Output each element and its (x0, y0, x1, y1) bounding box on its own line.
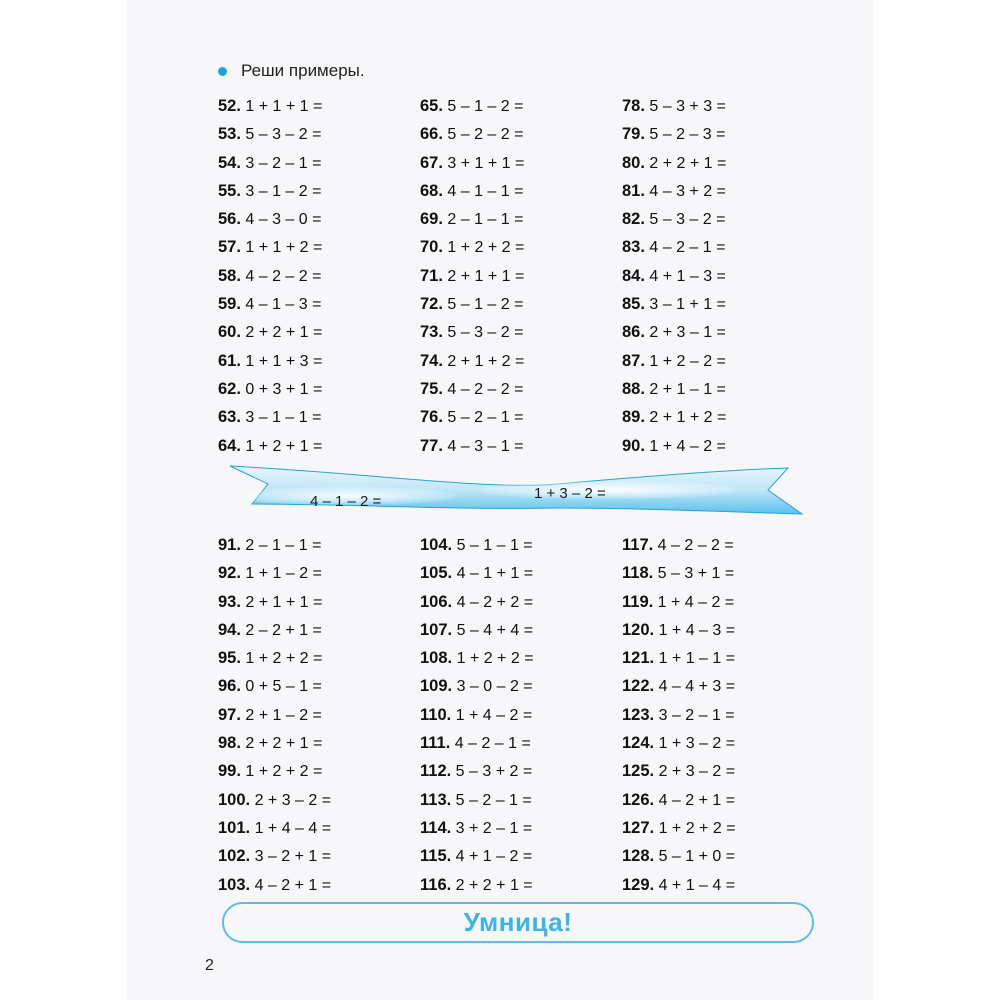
problem-number: 96. (218, 677, 241, 696)
problem-expression: 1 + 4 – 2 = (657, 593, 735, 611)
problem-number: 64. (218, 436, 241, 455)
problem-row (622, 559, 822, 587)
problem-number: 102. (218, 847, 251, 866)
problem-row (218, 177, 418, 205)
problem-row (218, 757, 418, 785)
problem-number: 107. (420, 620, 453, 639)
problem-expression: 2 – 1 – 1 = (245, 537, 322, 554)
problem-column (622, 531, 822, 899)
problem-expression: 1 + 2 + 2 = (456, 650, 534, 668)
problem-number: 62. (218, 379, 241, 398)
problem-number: 57. (218, 238, 241, 257)
problem-number: 63. (218, 408, 241, 427)
problem-column (218, 92, 418, 460)
problem-expression: 3 – 2 – 1 = (245, 154, 322, 172)
problem-expression: 5 – 2 – 1 = (447, 409, 524, 427)
problem-expression: 2 + 1 – 1 = (649, 380, 726, 398)
problem-row (420, 432, 620, 460)
problem-row (622, 233, 822, 261)
problem-number: 93. (218, 592, 241, 611)
problem-expression: 4 – 2 + 1 = (254, 876, 332, 894)
problem-row (622, 432, 822, 460)
problem-number: 123. (622, 705, 655, 724)
problem-expression: 5 – 3 + 1 = (657, 565, 735, 583)
problem-number: 84. (622, 266, 645, 285)
problem-expression: 4 – 3 + 2 = (649, 182, 726, 200)
problem-expression: 3 – 0 – 2 = (456, 678, 533, 696)
problem-expression: 2 + 2 + 1 = (649, 154, 727, 172)
problem-expression: 1 + 2 + 2 = (658, 819, 736, 837)
problem-number: 120. (622, 620, 655, 639)
problem-number: 87. (622, 351, 645, 370)
problem-expression: 1 + 3 – 2 = (658, 735, 736, 753)
problem-row (420, 786, 620, 814)
problem-number: 103. (218, 875, 251, 894)
problem-row (420, 871, 620, 899)
problem-row (622, 588, 822, 616)
problem-row (420, 233, 620, 261)
problem-expression: 4 – 2 – 2 = (447, 380, 524, 398)
problem-expression: 4 – 2 – 2 = (245, 267, 322, 285)
problem-expression: 4 + 1 – 2 = (455, 848, 533, 866)
problem-row (218, 149, 418, 177)
problem-row (420, 347, 620, 375)
problem-expression: 2 + 1 + 1 = (245, 593, 323, 611)
ribbon-expression-right: 1 + 3 – 2 = (534, 485, 606, 502)
problem-number: 81. (622, 181, 645, 200)
problem-row (218, 205, 418, 233)
problem-row (622, 616, 822, 644)
problem-expression: 0 + 5 – 1 = (245, 678, 322, 696)
problem-number: 78. (622, 97, 645, 115)
problem-row (622, 375, 822, 403)
ribbon-shape (228, 460, 804, 524)
problem-row (420, 672, 620, 700)
problem-number: 86. (622, 323, 645, 342)
problem-row (218, 559, 418, 587)
problem-expression: 1 + 2 + 2 = (245, 763, 323, 781)
problem-expression: 1 + 1 – 2 = (245, 565, 322, 583)
problem-row (622, 205, 822, 233)
problem-column (622, 92, 822, 460)
problem-row (622, 120, 822, 148)
problem-number: 115. (420, 847, 452, 866)
problem-row (218, 403, 418, 431)
praise-banner (222, 902, 814, 943)
problem-row (420, 559, 620, 587)
problem-row (218, 786, 418, 814)
problem-expression: 5 – 2 – 2 = (447, 126, 524, 144)
problem-row (622, 871, 822, 899)
problem-row (420, 588, 620, 616)
ribbon-expression-left: 4 – 1 – 2 = (310, 493, 382, 510)
problem-number: 128. (622, 847, 655, 866)
problem-expression: 2 – 2 + 1 = (245, 621, 322, 639)
bullet-icon (218, 67, 227, 76)
problem-expression: 5 – 3 + 2 = (455, 763, 533, 781)
problem-number: 125. (622, 762, 655, 781)
problem-row (420, 262, 620, 290)
problem-number: 70. (420, 238, 443, 257)
problem-number: 65. (420, 97, 443, 115)
problem-number: 114. (420, 818, 452, 837)
problem-number: 108. (420, 649, 453, 668)
problem-expression: 4 – 2 + 2 = (456, 593, 534, 611)
problem-row (218, 120, 418, 148)
problem-expression: 2 + 2 + 1 = (245, 324, 323, 342)
problem-expression: 5 – 1 – 1 = (456, 537, 533, 554)
problem-number: 106. (420, 592, 453, 611)
problem-number: 95. (218, 649, 241, 668)
problem-row (218, 318, 418, 346)
problem-expression: 1 + 4 – 2 = (455, 706, 533, 724)
problem-expression: 2 + 1 + 2 = (649, 409, 727, 427)
problem-number: 52. (218, 97, 241, 115)
problem-expression: 0 + 3 + 1 = (245, 380, 323, 398)
problem-expression: 1 + 2 + 2 = (245, 650, 323, 668)
problem-expression: 5 – 1 – 2 = (447, 98, 524, 115)
problem-number: 83. (622, 238, 645, 257)
problem-expression: 4 – 3 – 0 = (245, 211, 322, 229)
problem-expression: 5 – 1 – 2 = (447, 296, 524, 314)
problem-expression: 4 – 4 + 3 = (658, 678, 736, 696)
problem-column (218, 531, 418, 899)
problem-row (218, 233, 418, 261)
problem-number: 119. (622, 592, 654, 611)
problem-row (622, 842, 822, 870)
problem-expression: 4 – 1 – 1 = (447, 182, 524, 200)
problem-number: 111. (420, 734, 451, 753)
problem-row (420, 120, 620, 148)
problem-row (218, 92, 418, 120)
problem-row (420, 149, 620, 177)
problem-row (420, 318, 620, 346)
problem-number: 105. (420, 564, 453, 583)
problem-number: 61. (218, 351, 241, 370)
problem-expression: 5 – 3 – 2 = (649, 211, 726, 229)
problem-expression: 4 – 2 + 1 = (658, 791, 736, 809)
problem-expression: 4 – 2 – 2 = (657, 537, 734, 554)
problem-expression: 3 – 2 – 1 = (658, 706, 735, 724)
problem-expression: 2 – 1 – 1 = (447, 211, 524, 229)
praise-text: Умница! (463, 907, 573, 937)
problem-row (420, 290, 620, 318)
problem-row (420, 403, 620, 431)
problem-number: 118. (622, 564, 654, 583)
problem-expression: 3 + 1 + 1 = (447, 154, 525, 172)
problem-number: 74. (420, 351, 443, 370)
problem-row (622, 149, 822, 177)
problem-number: 91. (218, 536, 241, 554)
problem-row (218, 588, 418, 616)
problem-column (420, 92, 620, 460)
problem-number: 98. (218, 734, 241, 753)
problem-number: 121. (622, 649, 655, 668)
problem-expression: 1 + 2 – 2 = (649, 352, 726, 370)
problem-row (218, 842, 418, 870)
problem-number: 101. (218, 818, 251, 837)
problem-expression: 3 – 2 + 1 = (254, 848, 332, 866)
page-number: 2 (205, 957, 214, 974)
problem-row (218, 672, 418, 700)
instruction (218, 61, 365, 81)
problem-number: 75. (420, 379, 443, 398)
problem-expression: 1 + 4 – 2 = (649, 437, 726, 455)
problem-expression: 1 + 1 + 2 = (245, 239, 323, 257)
problem-number: 110. (420, 705, 452, 724)
problem-row (420, 842, 620, 870)
problem-row (218, 644, 418, 672)
problem-expression: 4 + 1 – 3 = (649, 267, 726, 285)
problem-expression: 2 + 1 – 2 = (245, 706, 322, 724)
problem-row (420, 177, 620, 205)
problem-row (622, 347, 822, 375)
problem-expression: 5 – 4 + 4 = (456, 621, 534, 639)
problem-number: 97. (218, 705, 241, 724)
problem-row (218, 616, 418, 644)
problem-expression: 4 + 1 – 4 = (658, 876, 736, 894)
problem-expression: 1 + 1 + 1 = (245, 98, 323, 115)
problem-number: 129. (622, 875, 655, 894)
problem-expression: 2 + 3 – 2 = (658, 763, 736, 781)
problem-number: 58. (218, 266, 241, 285)
problem-number: 85. (622, 295, 645, 314)
problem-number: 89. (622, 408, 645, 427)
problem-row (622, 262, 822, 290)
problem-expression: 5 – 2 – 1 = (455, 791, 532, 809)
problem-number: 124. (622, 734, 655, 753)
problem-number: 73. (420, 323, 443, 342)
problem-expression: 2 + 3 – 2 = (254, 791, 332, 809)
problem-row (218, 290, 418, 318)
problem-row (218, 375, 418, 403)
problem-row (420, 757, 620, 785)
problem-number: 104. (420, 536, 453, 554)
problem-row (622, 701, 822, 729)
problem-expression: 1 + 4 – 4 = (254, 819, 332, 837)
problem-number: 88. (622, 379, 645, 398)
ribbon-banner (228, 460, 804, 524)
problem-expression: 4 – 2 – 1 = (649, 239, 726, 257)
problem-expression: 5 – 3 – 2 = (447, 324, 524, 342)
problem-row (622, 290, 822, 318)
problem-row (218, 814, 418, 842)
problem-number: 69. (420, 210, 443, 229)
problem-row (622, 318, 822, 346)
instruction-text: Реши примеры. (241, 61, 365, 80)
problem-expression: 3 – 1 – 2 = (245, 182, 322, 200)
problem-expression: 5 – 2 – 3 = (649, 126, 726, 144)
problem-expression: 4 – 1 + 1 = (456, 565, 534, 583)
problem-number: 67. (420, 153, 443, 172)
problem-row (218, 347, 418, 375)
problem-number: 76. (420, 408, 443, 427)
problem-expression: 5 – 3 – 2 = (245, 126, 322, 144)
problem-number: 66. (420, 125, 443, 144)
problem-number: 77. (420, 436, 443, 455)
problem-row (622, 92, 822, 120)
problem-row (622, 672, 822, 700)
problem-number: 126. (622, 790, 655, 809)
problem-row (420, 729, 620, 757)
problem-row (420, 814, 620, 842)
problem-number: 99. (218, 762, 241, 781)
problem-expression: 1 + 1 – 1 = (658, 650, 736, 668)
problem-number: 90. (622, 436, 645, 455)
problem-expression: 1 + 1 + 3 = (245, 352, 323, 370)
problem-number: 55. (218, 181, 241, 200)
problem-number: 79. (622, 125, 645, 144)
problem-row (622, 531, 822, 559)
problem-row (218, 531, 418, 559)
problem-expression: 1 + 2 + 2 = (447, 239, 525, 257)
problem-column (420, 531, 620, 899)
problem-expression: 3 – 1 – 1 = (245, 409, 322, 427)
problem-expression: 2 + 3 – 1 = (649, 324, 726, 342)
problem-number: 54. (218, 153, 241, 172)
problem-row (420, 375, 620, 403)
problem-row (622, 729, 822, 757)
problem-expression: 1 + 4 – 3 = (658, 621, 736, 639)
problem-number: 53. (218, 125, 241, 144)
problem-expression: 4 – 2 – 1 = (454, 735, 531, 753)
problem-number: 56. (218, 210, 241, 229)
problem-row (622, 757, 822, 785)
problem-expression: 1 + 2 + 1 = (245, 437, 323, 455)
problem-row (218, 262, 418, 290)
problem-row (218, 871, 418, 899)
problem-number: 109. (420, 677, 453, 696)
problem-number: 112. (420, 762, 452, 781)
problem-number: 94. (218, 620, 241, 639)
problem-row (622, 644, 822, 672)
problem-expression: 4 – 1 – 3 = (245, 296, 322, 314)
problem-number: 68. (420, 181, 443, 200)
problem-expression: 5 – 1 + 0 = (658, 848, 736, 866)
problem-number: 92. (218, 564, 241, 583)
problem-row (622, 814, 822, 842)
problem-number: 116. (420, 875, 452, 894)
problem-number: 59. (218, 295, 241, 314)
problem-number: 113. (420, 790, 452, 809)
problem-number: 80. (622, 153, 645, 172)
problem-number: 72. (420, 295, 443, 314)
problem-row (420, 205, 620, 233)
problem-expression: 2 + 2 + 1 = (245, 735, 323, 753)
problem-row (218, 729, 418, 757)
problem-row (622, 786, 822, 814)
problem-expression: 2 + 2 + 1 = (455, 876, 533, 894)
problem-expression: 2 + 1 + 2 = (447, 352, 525, 370)
problem-number: 82. (622, 210, 645, 229)
problem-row (420, 644, 620, 672)
problem-number: 127. (622, 818, 655, 837)
problem-row (420, 616, 620, 644)
problem-row (218, 432, 418, 460)
problem-row (218, 701, 418, 729)
problem-expression: 5 – 3 + 3 = (649, 98, 726, 115)
problem-expression: 4 – 3 – 1 = (447, 437, 524, 455)
problem-row (420, 701, 620, 729)
problem-expression: 2 + 1 + 1 = (447, 267, 525, 285)
problem-number: 60. (218, 323, 241, 342)
problem-row (420, 531, 620, 559)
problem-number: 122. (622, 677, 655, 696)
problem-row (622, 177, 822, 205)
problem-number: 71. (420, 266, 443, 285)
problem-number: 100. (218, 790, 251, 809)
problem-row (622, 403, 822, 431)
problem-row (420, 92, 620, 120)
problem-expression: 3 – 1 + 1 = (649, 296, 726, 314)
problem-number: 117. (622, 536, 654, 554)
problem-expression: 3 + 2 – 1 = (455, 819, 533, 837)
